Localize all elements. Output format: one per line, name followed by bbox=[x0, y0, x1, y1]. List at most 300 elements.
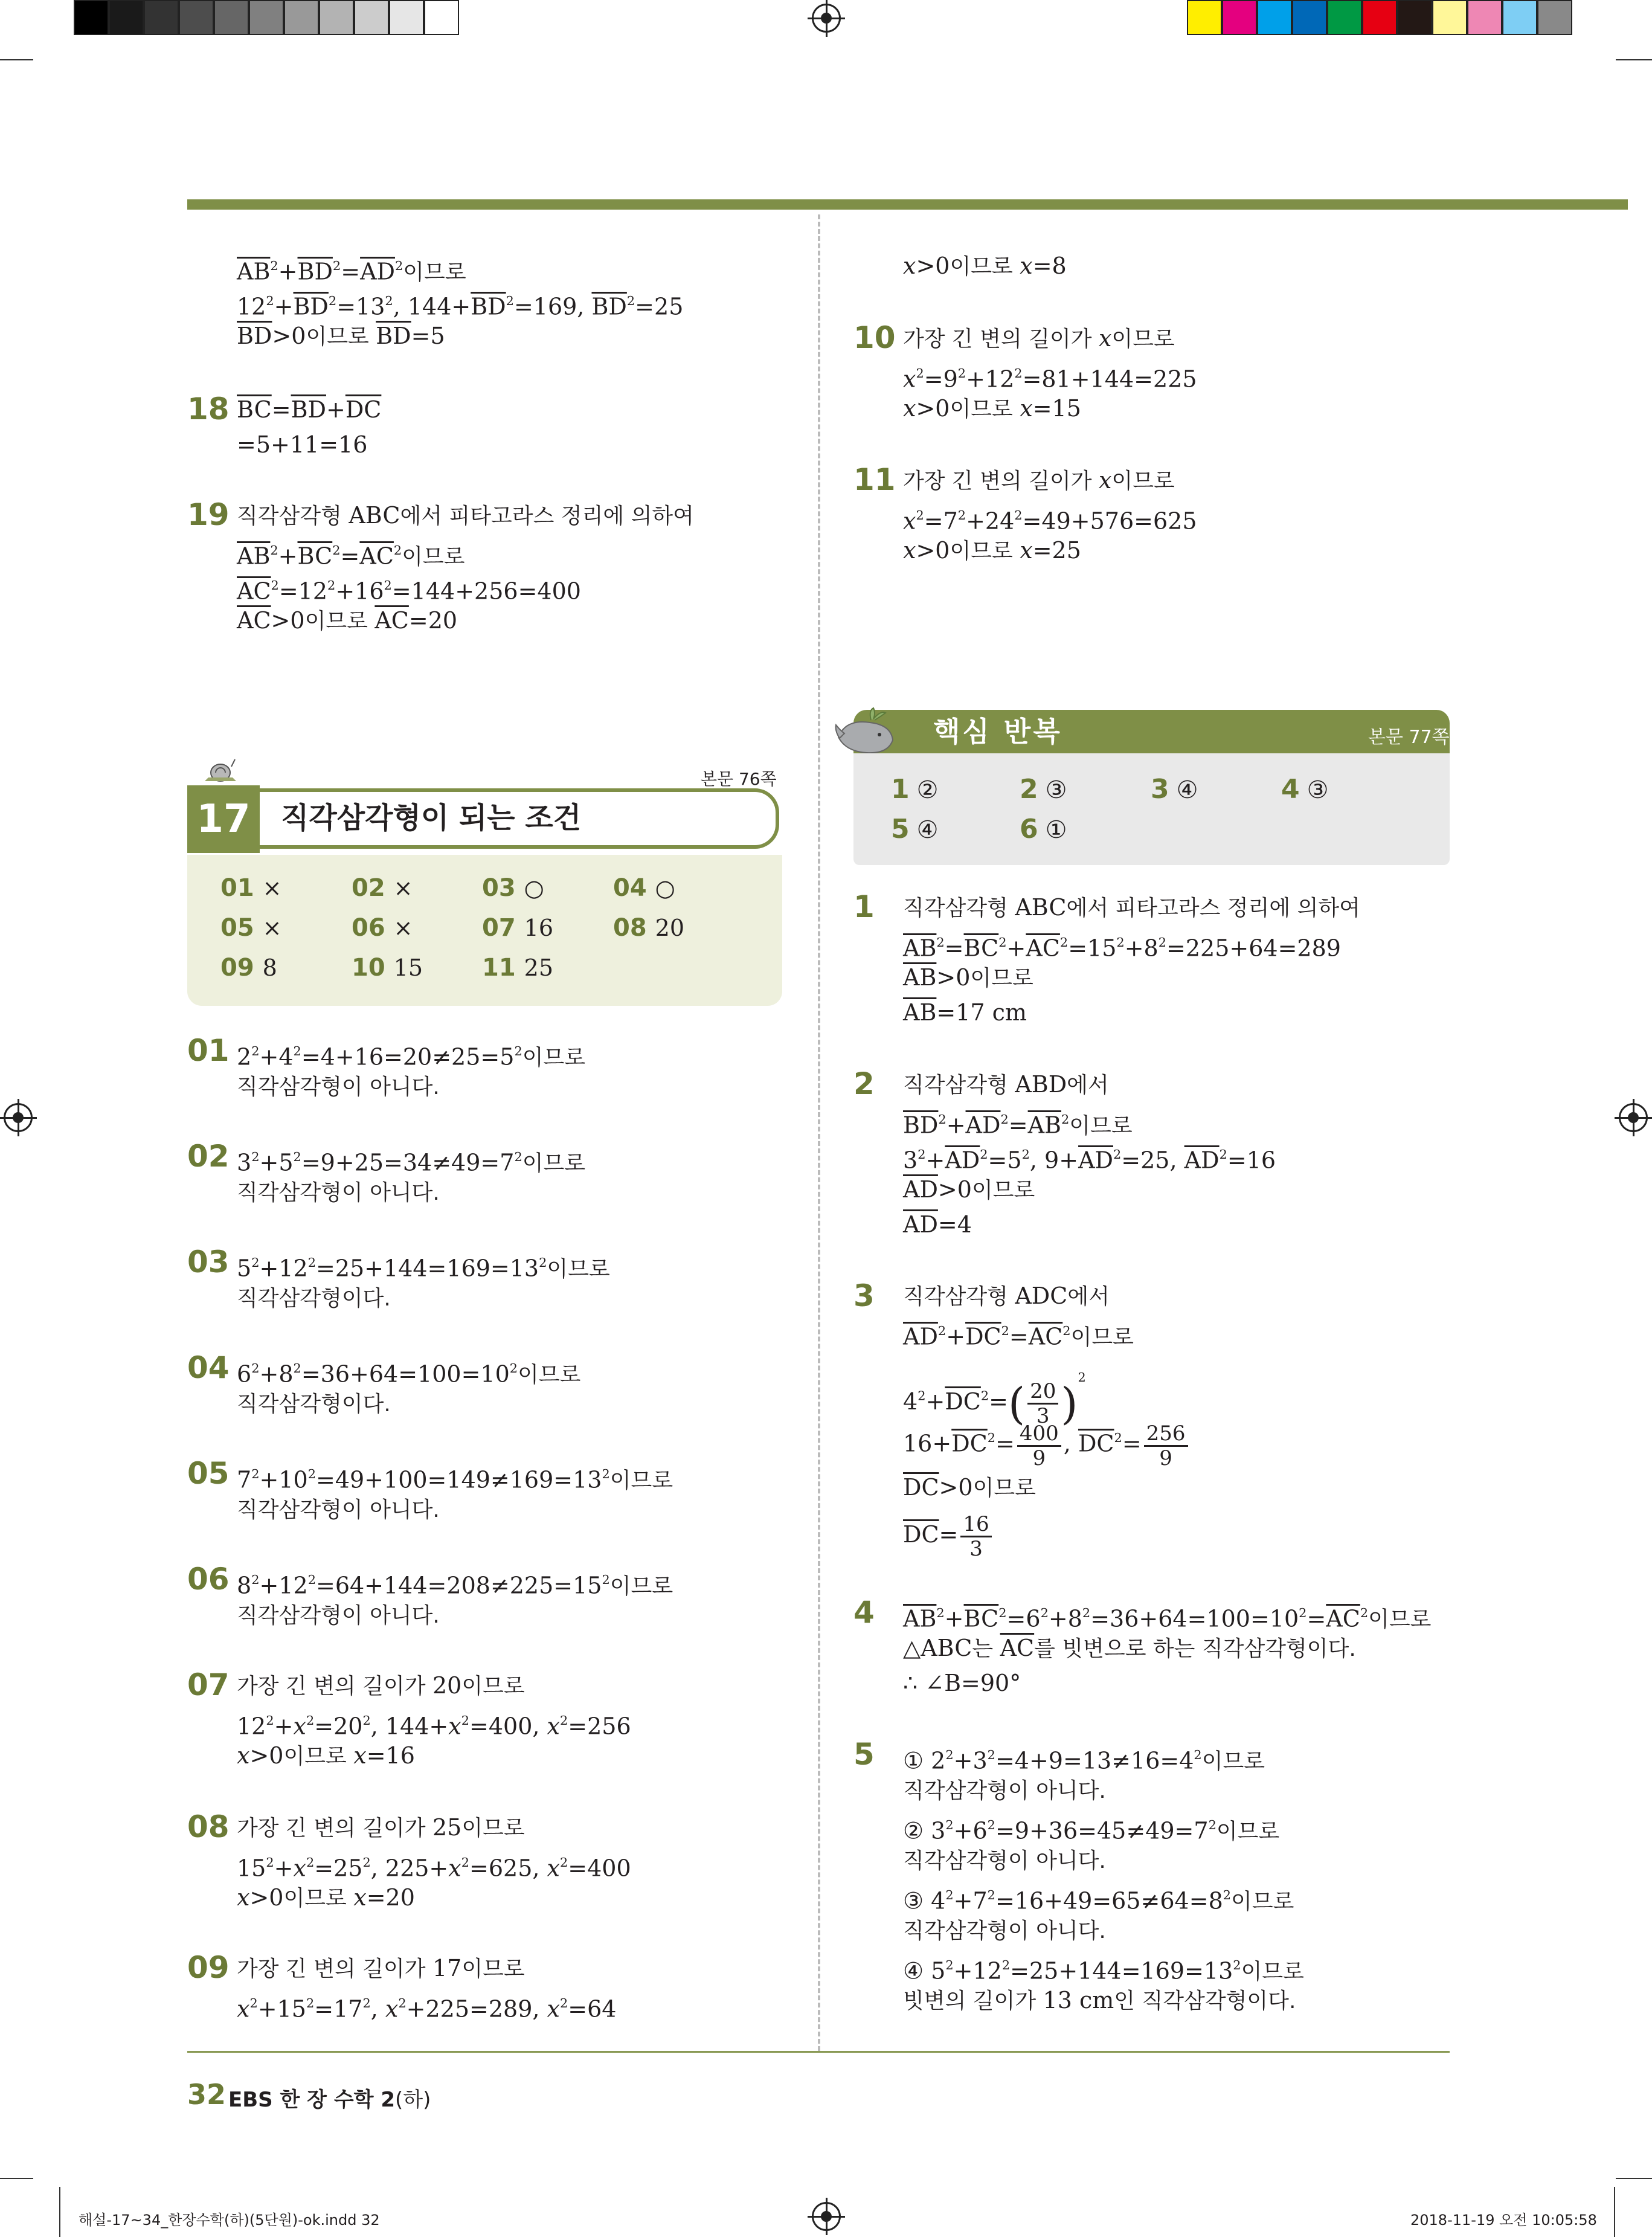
superscript: 2 bbox=[307, 1467, 316, 1481]
math-text: 7 bbox=[237, 1466, 252, 1493]
frac-den: 3 bbox=[969, 1537, 983, 1561]
segment: $\overline{DC}$ bbox=[345, 396, 382, 423]
core-answer-item bbox=[891, 774, 938, 805]
math-text: 13 cm bbox=[1043, 1987, 1114, 2013]
segment: $\overline{BD}$ bbox=[297, 258, 333, 285]
korean-text: 이므로 bbox=[1070, 1325, 1134, 1350]
color-swatch bbox=[1467, 0, 1502, 35]
text-line bbox=[903, 1069, 1109, 1101]
superscript: 2 bbox=[1021, 1147, 1030, 1162]
superscript: 2 bbox=[945, 1888, 954, 1902]
segment: $\overline{AC}$ bbox=[237, 578, 271, 605]
answer-number: 04 bbox=[613, 874, 647, 902]
math-text: +24 bbox=[966, 507, 1015, 535]
superscript: 2 bbox=[509, 1361, 518, 1376]
text-line bbox=[903, 962, 1033, 994]
q3-paren: ( bbox=[1008, 1378, 1026, 1429]
korean-text: 직각삼각형이 아니다. bbox=[237, 1180, 440, 1205]
color-swatch bbox=[1222, 0, 1257, 35]
superscript: 2 bbox=[1061, 1112, 1070, 1127]
slug-date: 2018-11-19 오전 10:05:58 bbox=[1410, 2212, 1597, 2229]
q3-sup: 2 bbox=[980, 1388, 989, 1403]
math-text: , 225+ bbox=[370, 1855, 449, 1882]
crop-mark bbox=[0, 2178, 33, 2179]
color-swatch bbox=[319, 0, 354, 35]
text-line bbox=[237, 1494, 440, 1525]
color-swatch bbox=[1187, 0, 1222, 35]
math-text: =169, bbox=[513, 293, 592, 320]
core-answer-value: ② bbox=[916, 776, 939, 804]
core-answer-item bbox=[1020, 774, 1067, 805]
problem-number: 2 bbox=[853, 1066, 875, 1101]
segment: $\overline{AC}$ bbox=[1000, 1635, 1035, 1661]
gray-swatches bbox=[74, 0, 459, 35]
math-text: =25 bbox=[314, 1855, 363, 1882]
registration-mark-top bbox=[812, 4, 841, 33]
variable: x bbox=[1020, 537, 1033, 564]
text-line bbox=[903, 1950, 1304, 1988]
answer-number: 10 bbox=[352, 954, 385, 982]
variable: x bbox=[293, 1713, 306, 1740]
korean-text: 에서 bbox=[1067, 1284, 1110, 1309]
korean-text: 이므로 bbox=[609, 1468, 673, 1493]
korean-text: 이므로 bbox=[1241, 1959, 1304, 1984]
variable: x bbox=[903, 395, 916, 422]
answer-number: 07 bbox=[482, 914, 516, 942]
superscript: 2 bbox=[362, 1996, 371, 2010]
korean-text: 가장 긴 변의 길이가 bbox=[237, 1957, 432, 1981]
math-text: 12 bbox=[237, 293, 266, 320]
korean-text: 에서 bbox=[1067, 1073, 1109, 1098]
math-text: =49+576=625 bbox=[1022, 507, 1197, 535]
math-text: =4+16=20≠25=5 bbox=[301, 1043, 515, 1070]
color-swatch bbox=[284, 0, 319, 35]
math-text: ③ 4 bbox=[903, 1887, 946, 1914]
superscript: 2 bbox=[998, 1606, 1007, 1620]
superscript: 2 bbox=[328, 294, 337, 308]
superscript: 2 bbox=[251, 1361, 260, 1376]
superscript: 2 bbox=[293, 1044, 301, 1058]
q3-line-4 bbox=[903, 1414, 1191, 1470]
korean-text: 는 bbox=[972, 1637, 1000, 1661]
korean-text: 에서 피타고라스 정리에 의하여 bbox=[1066, 896, 1360, 921]
answer-value: 8 bbox=[262, 954, 277, 981]
superscript: 2 bbox=[945, 1818, 954, 1832]
registration-mark-right bbox=[1619, 1103, 1648, 1132]
korean-text: 이므로 bbox=[1201, 1749, 1265, 1774]
math-text: 5 bbox=[237, 1255, 252, 1282]
superscript: 2 bbox=[987, 1818, 995, 1832]
text-line bbox=[237, 1988, 616, 2024]
variable: x bbox=[1098, 467, 1112, 494]
problem-number: 08 bbox=[187, 1809, 230, 1844]
text-line bbox=[237, 1600, 440, 1631]
answer-number: 08 bbox=[613, 914, 647, 942]
q3-term: , bbox=[1063, 1430, 1078, 1457]
superscript: 2 bbox=[249, 1996, 258, 2010]
answer-item bbox=[220, 913, 282, 943]
superscript: 2 bbox=[1299, 1606, 1307, 1620]
math-text: , 9+ bbox=[1029, 1147, 1079, 1174]
korean-text: 직각삼각형이 아니다. bbox=[237, 1075, 440, 1099]
core-answer-value: ① bbox=[1045, 816, 1067, 844]
superscript: 2 bbox=[1001, 1958, 1011, 1972]
q3-line-6 bbox=[903, 1510, 994, 1560]
column-divider bbox=[818, 214, 820, 2051]
color-swatch bbox=[1537, 0, 1572, 35]
frac-num: 20 bbox=[1027, 1380, 1058, 1405]
math-text: +8 bbox=[1048, 1605, 1082, 1632]
korean-text: 이므로 bbox=[522, 1045, 586, 1070]
superscript: 2 bbox=[987, 1748, 995, 1762]
math-text: △ABC bbox=[903, 1635, 972, 1661]
problem-number: 09 bbox=[187, 1950, 230, 1985]
math-text: , 144+ bbox=[393, 293, 471, 320]
answer-number: 03 bbox=[482, 874, 516, 902]
superscript: 2 bbox=[1116, 935, 1125, 950]
superscript: 2 bbox=[394, 259, 403, 273]
q3-sup: 2 bbox=[1078, 1370, 1086, 1385]
segment: $\overline{AD}$ bbox=[945, 1147, 980, 1174]
math-text: +6 bbox=[953, 1817, 988, 1844]
text-line bbox=[903, 1598, 1431, 1635]
variable: x bbox=[547, 1713, 560, 1740]
superscript: 2 bbox=[1113, 1147, 1122, 1162]
variable: x bbox=[448, 1713, 461, 1740]
math-text: + bbox=[925, 1147, 945, 1174]
q3-term: = bbox=[1122, 1430, 1142, 1457]
superscript: 2 bbox=[293, 1150, 301, 1164]
text-line bbox=[903, 1775, 1106, 1806]
segment: $\overline{AD}$ bbox=[1184, 1147, 1220, 1174]
segment: $\overline{BC}$ bbox=[963, 1605, 999, 1632]
superscript: 2 bbox=[1062, 1324, 1071, 1338]
math-text: =12 bbox=[278, 578, 328, 605]
variable: x bbox=[903, 537, 916, 564]
variable: x bbox=[293, 1855, 306, 1882]
segment: $\overline{AB}$ bbox=[903, 935, 937, 962]
variable: x bbox=[903, 253, 916, 279]
math-text: =8 bbox=[1032, 253, 1067, 279]
variable: x bbox=[547, 1855, 560, 1882]
math-text: +12 bbox=[966, 365, 1015, 393]
superscript: 2 bbox=[266, 1855, 274, 1870]
answer-value: × bbox=[393, 875, 413, 901]
variable: x bbox=[1098, 325, 1112, 352]
crop-mark bbox=[59, 2187, 60, 2237]
color-swatch bbox=[179, 0, 214, 35]
variable: x bbox=[237, 1995, 250, 2023]
korean-text: 이므로 bbox=[950, 539, 1020, 564]
korean-text: 이므로 bbox=[547, 1257, 610, 1282]
math-text: >0 bbox=[916, 537, 950, 564]
color-swatch bbox=[214, 0, 249, 35]
color-swatch bbox=[1397, 0, 1432, 35]
segment: $\overline{AD}$ bbox=[360, 258, 395, 285]
text-line bbox=[237, 605, 457, 637]
korean-text: 직각삼각형이 아니다. bbox=[903, 1919, 1106, 1943]
korean-text: 가장 긴 변의 길이가 bbox=[903, 469, 1099, 494]
text-line bbox=[903, 1845, 1106, 1876]
book-title bbox=[228, 2083, 431, 2113]
segment: $\overline{AC}$ bbox=[1028, 1323, 1063, 1350]
q3-segment: $\overline{DC}$ bbox=[951, 1430, 988, 1457]
korean-text: 가장 긴 변의 길이가 bbox=[903, 327, 1099, 352]
math-text: =25 bbox=[635, 293, 684, 320]
text-line bbox=[903, 997, 1027, 1028]
answer-item bbox=[613, 913, 684, 943]
superscript: 2 bbox=[998, 935, 1007, 950]
segment: $\overline{AB}$ bbox=[903, 964, 937, 991]
problem-number: 19 bbox=[187, 497, 230, 532]
korean-text: 에서 피타고라스 정리에 의하여 bbox=[400, 504, 694, 529]
crop-mark bbox=[0, 59, 33, 60]
text-line bbox=[903, 465, 1175, 497]
segment: $\overline{AB}$ bbox=[237, 542, 271, 570]
color-swatch bbox=[1432, 0, 1467, 35]
crop-mark bbox=[1616, 2178, 1652, 2179]
superscript: 2 bbox=[602, 1467, 610, 1481]
superscript: 2 bbox=[1040, 1606, 1049, 1620]
section-number: 17 bbox=[187, 785, 260, 853]
superscript: 2 bbox=[559, 1713, 568, 1728]
math-text: =17 bbox=[314, 1995, 363, 2023]
korean-text: 이므로 bbox=[970, 966, 1033, 991]
variable: x bbox=[1020, 395, 1033, 422]
math-text: =9 bbox=[924, 365, 958, 393]
text-line bbox=[903, 323, 1175, 355]
superscript: 2 bbox=[307, 1572, 316, 1587]
math-text: =144+256=400 bbox=[391, 578, 581, 605]
text-line bbox=[903, 1985, 1296, 2017]
answer-value: × bbox=[393, 915, 413, 941]
color-swatch bbox=[424, 0, 459, 35]
answer-item bbox=[352, 913, 413, 943]
segment: $\overline{BD}$ bbox=[293, 293, 329, 320]
math-text: ② 3 bbox=[903, 1817, 946, 1844]
superscript: 2 bbox=[1059, 935, 1069, 950]
frac-num: 400 bbox=[1017, 1422, 1061, 1447]
core-answer-number: 6 bbox=[1020, 814, 1038, 845]
math-text: +12 bbox=[259, 1255, 308, 1282]
segment: $\overline{AC}$ bbox=[359, 542, 394, 570]
superscript: 2 bbox=[398, 1996, 407, 2010]
text-line bbox=[237, 535, 465, 573]
math-text: = bbox=[341, 258, 361, 285]
variable: x bbox=[237, 1884, 250, 1911]
text-line bbox=[237, 1812, 525, 1844]
color-swatch bbox=[389, 0, 424, 35]
text-line bbox=[903, 1209, 972, 1240]
math-text: =81+144=225 bbox=[1022, 365, 1197, 393]
math-text: =20 bbox=[408, 607, 458, 634]
core-answer-number: 1 bbox=[891, 774, 910, 805]
answer-value: 25 bbox=[524, 954, 554, 981]
segment: $\overline{AC}$ bbox=[374, 607, 409, 634]
superscript: 2 bbox=[393, 543, 402, 558]
math-text: >0 bbox=[249, 1884, 284, 1911]
answer-item bbox=[352, 873, 413, 903]
answer-number: 05 bbox=[220, 914, 254, 942]
math-text: 3 bbox=[237, 1149, 252, 1176]
korean-text: 이므로 bbox=[403, 260, 466, 285]
core-answer-value: ④ bbox=[916, 816, 939, 844]
superscript: 2 bbox=[266, 294, 274, 308]
segment: $\overline{AB}$ bbox=[1027, 1112, 1061, 1139]
superscript: 2 bbox=[332, 543, 341, 558]
answer-value: ○ bbox=[655, 875, 675, 901]
answer-item bbox=[352, 953, 423, 983]
math-text: 20 bbox=[432, 1672, 462, 1699]
math-text: + bbox=[274, 1713, 294, 1740]
text-line bbox=[237, 1565, 673, 1602]
color-swatches bbox=[1187, 0, 1572, 35]
superscript: 2 bbox=[916, 508, 924, 523]
text-line bbox=[237, 1036, 585, 1073]
problem-number: 05 bbox=[187, 1456, 230, 1491]
text-line bbox=[237, 1953, 525, 1984]
math-text: = bbox=[271, 396, 291, 423]
math-text: , 144+ bbox=[370, 1713, 449, 1740]
korean-text: 직각삼각형 bbox=[903, 1284, 1015, 1309]
math-text: =9+25=34≠49=7 bbox=[301, 1149, 515, 1176]
superscript: 2 bbox=[327, 578, 336, 593]
segment: $\overline{BD}$ bbox=[471, 293, 506, 320]
math-text: +8 bbox=[259, 1360, 294, 1388]
superscript: 2 bbox=[936, 1606, 945, 1620]
core-answer-item bbox=[1151, 774, 1198, 805]
superscript: 2 bbox=[506, 294, 514, 308]
superscript: 2 bbox=[461, 1855, 469, 1870]
math-text: =16 bbox=[1227, 1147, 1276, 1174]
crop-mark bbox=[1616, 59, 1652, 60]
q3-segment: $\overline{DC}$ bbox=[1078, 1430, 1114, 1457]
answer-value: 20 bbox=[655, 915, 685, 941]
answer-number: 09 bbox=[220, 954, 254, 982]
q3-term: = bbox=[989, 1388, 1009, 1415]
math-text: ABD bbox=[1015, 1071, 1067, 1098]
math-text: ∴ ∠B=90° bbox=[903, 1670, 1021, 1696]
q3-sup: 2 bbox=[1114, 1431, 1122, 1445]
superscript: 2 bbox=[266, 1713, 274, 1728]
math-text: 2 bbox=[237, 1043, 252, 1070]
math-text: >0 bbox=[249, 1742, 284, 1769]
math-text: + bbox=[278, 258, 298, 285]
core-answer-item bbox=[1281, 774, 1328, 805]
core-answer-number: 4 bbox=[1281, 774, 1300, 805]
text-line bbox=[237, 1459, 673, 1496]
text-line bbox=[237, 1283, 391, 1314]
math-text: + bbox=[944, 1605, 964, 1632]
superscript: 2 bbox=[1208, 1818, 1217, 1832]
answer-value: × bbox=[262, 875, 282, 901]
superscript: 2 bbox=[332, 259, 341, 273]
korean-text: 이므로 bbox=[1368, 1607, 1432, 1632]
q3-segment: $\overline{DC}$ bbox=[945, 1388, 981, 1415]
math-text: =4 bbox=[937, 1211, 972, 1238]
math-text: +4 bbox=[259, 1043, 294, 1070]
core-answer-value: ④ bbox=[1176, 776, 1198, 804]
text-line bbox=[237, 500, 694, 532]
math-text: >0 bbox=[936, 964, 971, 991]
korean-text: 직각삼각형 bbox=[903, 896, 1015, 921]
page-number: 32 bbox=[187, 2078, 227, 2111]
superscript: 2 bbox=[559, 1855, 568, 1870]
math-text: +3 bbox=[953, 1747, 988, 1774]
superscript: 2 bbox=[1360, 1606, 1369, 1620]
text-line bbox=[237, 394, 381, 425]
text-line bbox=[903, 1174, 1035, 1206]
segment: $\overline{AC}$ bbox=[237, 607, 271, 634]
math-text: =400, bbox=[469, 1713, 547, 1740]
korean-text: 직각삼각형이 아니다. bbox=[903, 1778, 1106, 1803]
superscript: 2 bbox=[251, 1150, 260, 1164]
math-text: =20 bbox=[366, 1884, 415, 1911]
math-text: >0 bbox=[916, 253, 950, 279]
superscript: 2 bbox=[957, 366, 966, 381]
q3-sup: 2 bbox=[987, 1431, 996, 1445]
korean-text: 이므로 bbox=[950, 254, 1020, 279]
math-text: =36+64=100=10 bbox=[1090, 1605, 1299, 1632]
variable: x bbox=[547, 1995, 560, 2023]
math-text: + bbox=[274, 293, 294, 320]
korean-text: 직각삼각형 bbox=[237, 504, 349, 529]
korean-text: 직각삼각형이 아니다. bbox=[237, 1603, 440, 1628]
math-text: =25+144=169=13 bbox=[1010, 1957, 1233, 1984]
color-swatch bbox=[354, 0, 389, 35]
text-line bbox=[237, 1142, 585, 1179]
superscript: 2 bbox=[1000, 1112, 1009, 1127]
superscript: 2 bbox=[362, 1855, 371, 1870]
variable: x bbox=[903, 365, 916, 393]
text-line bbox=[903, 500, 1197, 536]
text-line bbox=[903, 1139, 1276, 1176]
math-text: =15 bbox=[1068, 935, 1117, 962]
segment: $\overline{AC}$ bbox=[1326, 1605, 1360, 1632]
math-text: = bbox=[1306, 1605, 1326, 1632]
color-swatch bbox=[1327, 0, 1362, 35]
superscript: 2 bbox=[1014, 366, 1023, 381]
color-swatch bbox=[1362, 0, 1397, 35]
math-text: +15 bbox=[257, 1995, 306, 2023]
text-line bbox=[237, 1071, 440, 1102]
math-text: =25+144=169=13 bbox=[315, 1255, 539, 1282]
color-swatch bbox=[144, 0, 179, 35]
q3-paren: ) bbox=[1061, 1378, 1078, 1429]
section-title: 직각삼각형이 되는 조건 bbox=[281, 801, 582, 835]
answer-number: 02 bbox=[352, 874, 385, 902]
superscript: 2 bbox=[270, 259, 278, 273]
text-line bbox=[237, 1177, 440, 1208]
problem-number: 10 bbox=[853, 320, 896, 355]
math-text: +5 bbox=[259, 1149, 294, 1176]
korean-text: 이므로 bbox=[461, 1674, 525, 1699]
q3-line-2 bbox=[903, 1316, 1134, 1353]
core-page-ref: 본문 77쪽 bbox=[1368, 727, 1450, 748]
korean-text: 이므로 bbox=[518, 1362, 581, 1388]
text-line bbox=[903, 1633, 1356, 1664]
math-text: =20 bbox=[314, 1713, 363, 1740]
superscript: 2 bbox=[384, 578, 392, 593]
answer-item bbox=[482, 873, 544, 903]
superscript: 2 bbox=[945, 1958, 954, 1972]
math-text: =36+64=100=10 bbox=[301, 1360, 510, 1388]
text-line bbox=[237, 1247, 610, 1285]
segment: $\overline{AB}$ bbox=[237, 258, 271, 285]
superscript: 2 bbox=[307, 1255, 316, 1270]
superscript: 2 bbox=[987, 1888, 995, 1902]
q3-line-1 bbox=[903, 1281, 1110, 1312]
